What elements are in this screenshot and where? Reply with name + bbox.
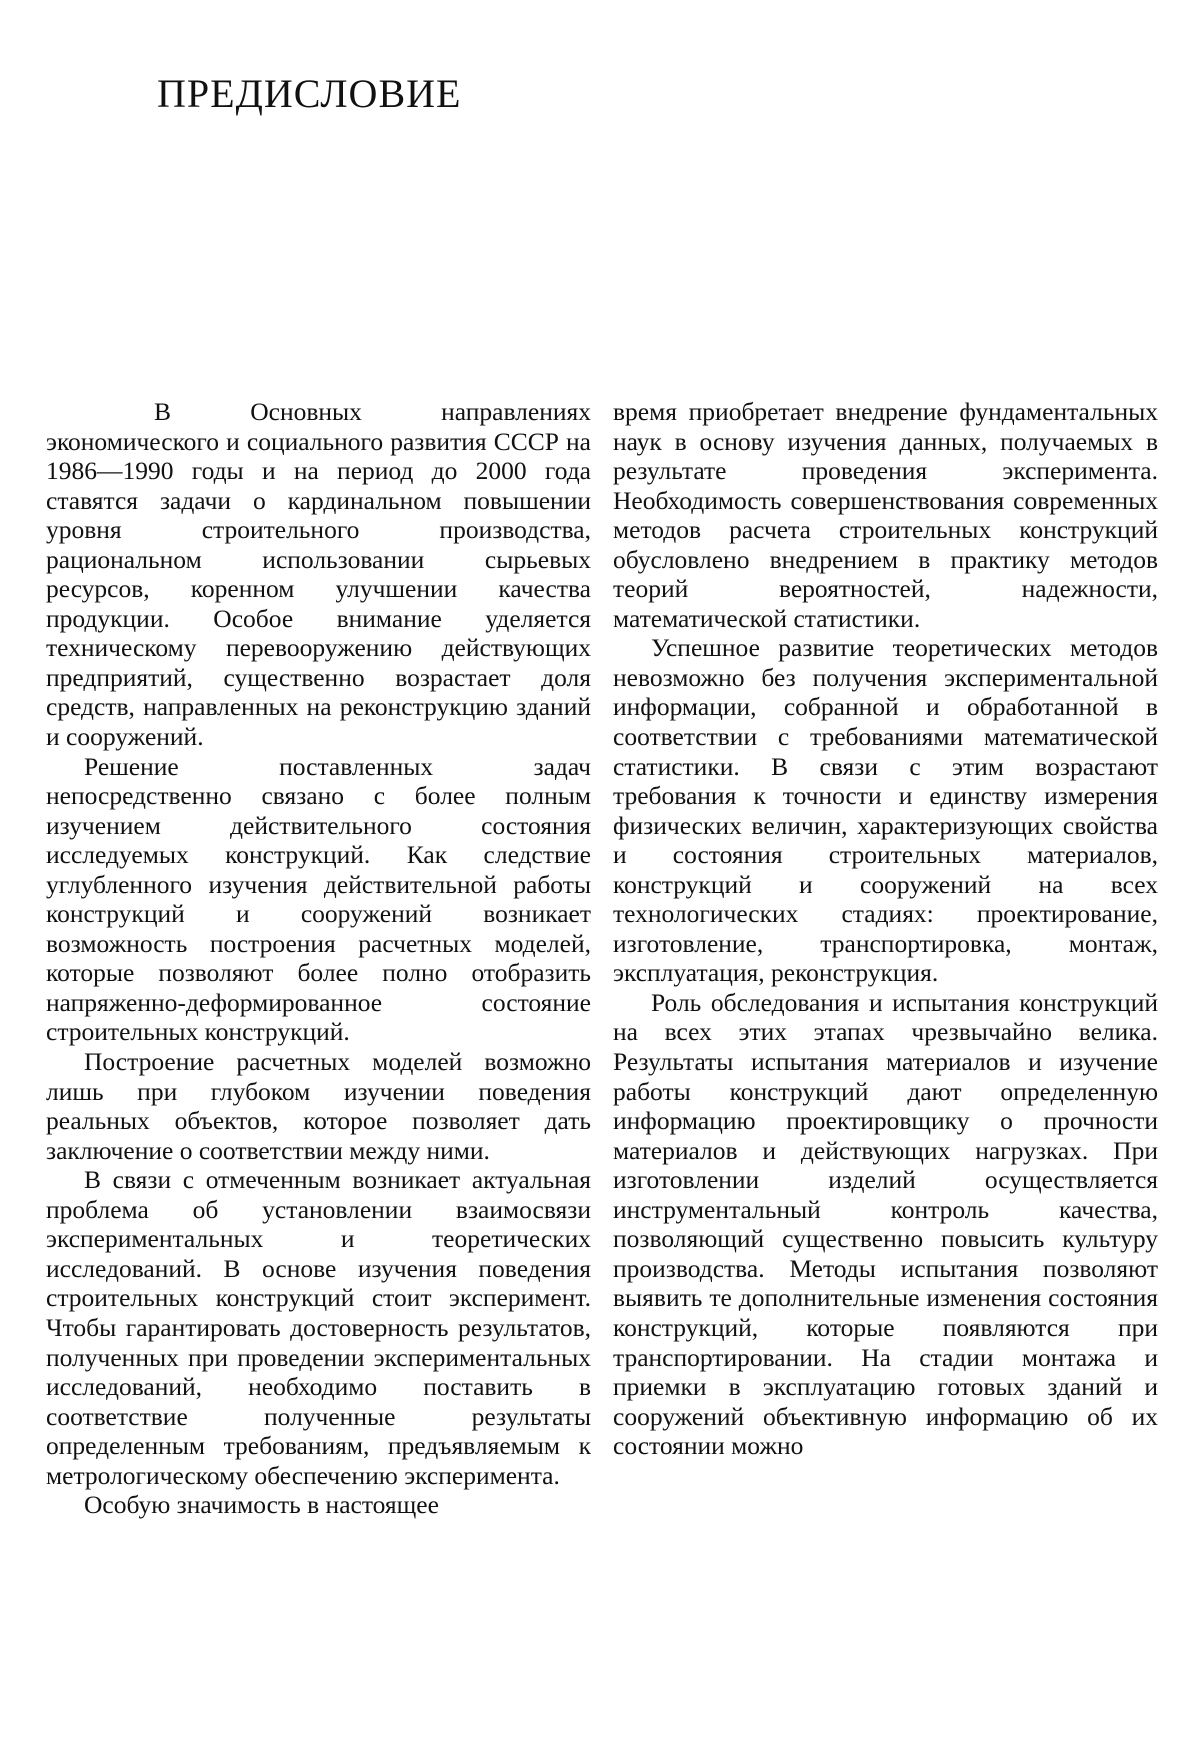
left-text-column [46, 397, 591, 1520]
paragraph-continued: время приобретает внедрение фундаментальных наук в основу изучения данных, получаемых в результате проведения эксперимента. Необходимость совершенствования современных методов расчета строительных конструкций обусловлено внедрением в практику методов теорий вероятностей, надежности, математической статистики. [613, 397, 1158, 633]
paragraph: Успешное развитие теоретических методов невозможно без получения экспериментальной информации, собранной и обработанной в соответствии с требованиями математической статистики. В связи с этим возрастают требования к точности и единству измерения физических величин, характеризующих свойства и состояния строительных материалов, конструкций и сооружений на всех технологических стадиях: проектирование, изготовление, транспортировка, монтаж, эксплуатация, реконструкция. [613, 633, 1158, 988]
paragraph: В Основных направлениях экономического и социального развития СССР на 1986—1990 годы и на период до 2000 года ставятся задачи о кардинальном повышении уровня строительного производства, рациональном использовании сырьевых ресурсов, коренном улучшении качества продукции. Особое внимание уделяется техническому перевооружению действующих предприятий, существенно возрастает доля средств, направленных на реконструкцию зданий и сооружений. [46, 397, 591, 752]
paragraph: Решение поставленных задач непосредственно связано с более полным изучением действительного состояния исследуемых конструкций. Как следствие углубленного изучения действительной работы конструкций и сооружений возникает возможность построения расчетных моделей, которые позволяют более полно отобразить напряженно-деформированное состояние строительных конструкций. [46, 751, 591, 1047]
page-title: ПРЕДИСЛОВИЕ [157, 71, 462, 116]
paragraph: Построение расчетных моделей возможно лишь при глубоком изучении поведения реальных объектов, которое позволяет дать заключение о соответствии между ними. [46, 1047, 591, 1165]
paragraph: В связи с отмеченным возникает актуальная проблема об установлении взаимосвязи экспериментальных и теоретических исследований. В основе изучения поведения строительных конструкций стоит эксперимент. Чтобы гарантировать достоверность результатов, полученных при проведении экспериментальных исследований, необходимо поставить в соответствие полученные результаты определенным требованиям, предъявляемым к метрологическому обеспечению эксперимента. [46, 1165, 591, 1490]
paragraph: Роль обследования и испытания конструкций на всех этих этапах чрезвычайно велика. Результаты испытания материалов и изучение работы конструкций дают определенную информацию проектировщику о прочности материалов и действующих нагрузках. При изготовлении изделий осуществляется инструментальный контроль качества, позволяющий существенно повысить культуру производства. Методы испытания позволяют выявить те дополнительные изменения состояния конструкций, которые появляются при транспортировании. На стадии монтажа и приемки в эксплуатацию готовых зданий и сооружений объективную информацию об их состоянии можно [613, 987, 1158, 1461]
paragraph: Особую значимость в настоящее [84, 1490, 439, 1520]
right-text-column [613, 397, 1158, 1461]
